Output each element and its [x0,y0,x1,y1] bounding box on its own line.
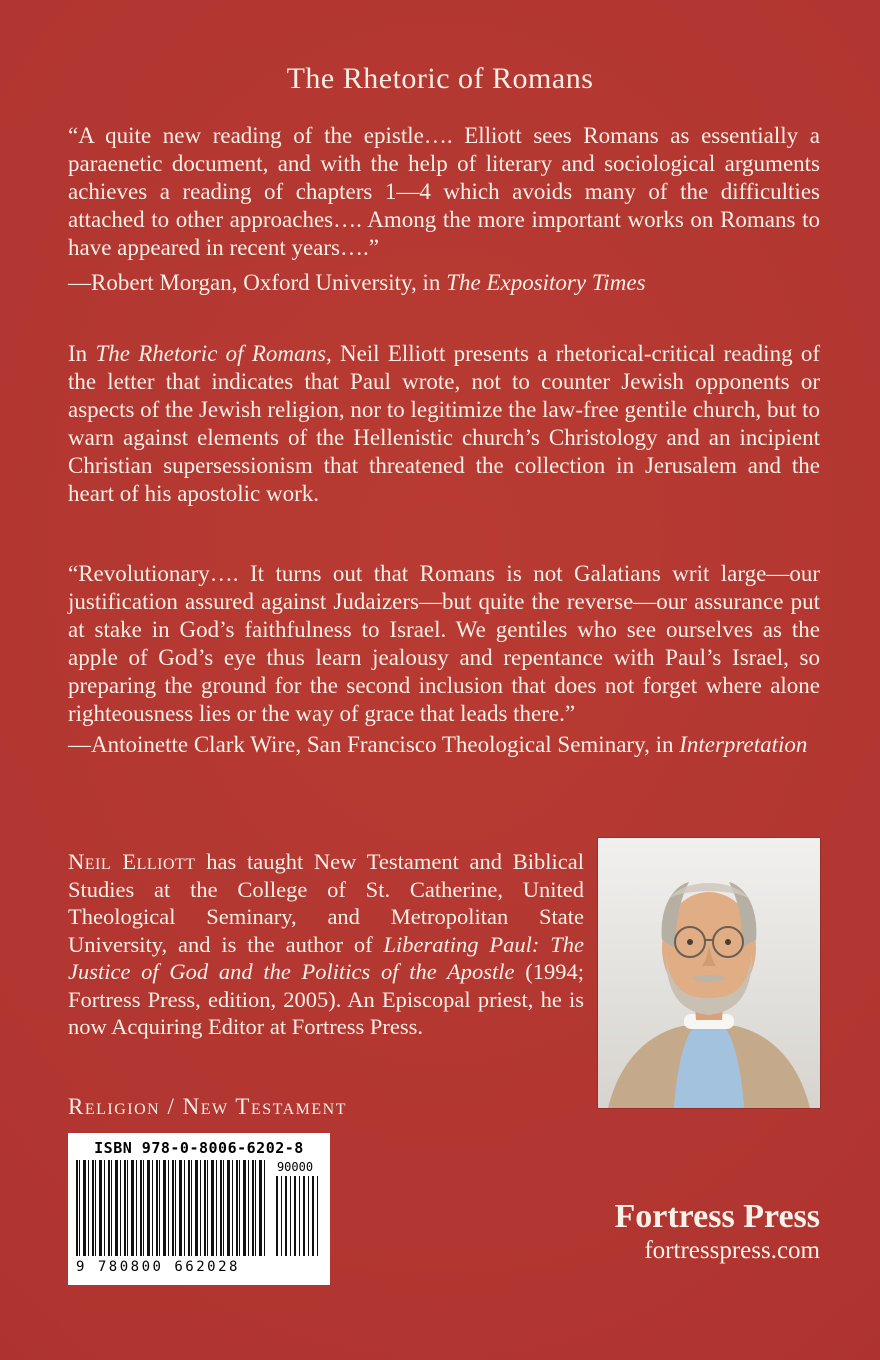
review-quote-wire [68,560,820,728]
barcode-main-bars [76,1160,268,1256]
review-attribution-morgan [68,270,820,296]
barcode-supplement-bars [276,1176,320,1256]
review-attribution-wire-text: —Antoinette Clark Wire, San Francisco Theological Seminary, in [68,732,680,757]
book-synopsis [68,340,820,508]
category-label: Religion / New Testament [68,1094,348,1119]
review-source-morgan: The Expository Times [446,270,646,295]
review-attribution-morgan-text: —Robert Morgan, Oxford University, in [68,270,447,295]
synopsis-book-title: The Rhetoric of Romans, [95,341,332,366]
barcode-supplement-group [268,1160,322,1256]
isbn-label: ISBN 978-0-8006-6202-8 [94,1139,304,1157]
author-bio-part2: (1994; Fortress Press, edition, 2005). An Episcopal priest, he is now Acquiring Editor at Fortress Press. [68,959,584,1039]
publisher-website: fortresspress.com [644,1237,820,1264]
author-portrait-illustration [598,838,820,1108]
review-quote-morgan-text: “A quite new reading of the epistle…. Elliott sees Romans as essentially a paraenetic document, and with the help of literary and sociological arguments achieves a reading of chapters 1—4 which avoids many of the difficulties attached to other approaches…. Among the more important works on Romans to have appeared in recent years….” [68,123,820,260]
author-photo [598,838,820,1108]
review-quote-morgan [68,122,820,262]
review-quote-wire-text: “Revolutionary…. It turns out that Romans is not Galatians writ large—our justification assured against Judaizers—but quite the reverse—our assurance put at stake in God’s faithfulness to Israel. We gentiles who see ourselves as the apple of God’s eye thus learn jealousy and repentance with Paul’s Israel, so preparing the ground for the second inclusion that does not forget where alone righteousness lies or the way of grace that leads there.” [68,561,820,726]
author-bio [68,848,584,1041]
author-name: Neil Elliott [68,849,196,874]
barcode-supplement-number: 90000 [276,1160,314,1174]
barcode-digits: 9 780800 662028 [76,1259,240,1275]
synopsis-lead: In [68,341,96,366]
publisher-block [614,1198,820,1266]
barcode-panel [68,1133,330,1285]
review-source-wire: Interpretation [679,732,808,757]
author-bio-book-title: Liberating Paul: The Justice of God and the Politics of the Apostle [68,931,585,984]
author-bio-part1: has taught New Testament and Biblical Studies at the College of St. Catherine, United Theological Seminary, and Metropolitan State University, and is the author of [68,849,584,957]
book-title: The Rhetoric of Romans [286,62,594,95]
publisher-name: Fortress Press [614,1198,820,1235]
synopsis-body: Neil Elliott presents a rhetorical-critical reading of the letter that indicates that Paul wrote, not to counter Jewish opponents or aspects of the Jewish religion, nor to legitimize the law-free gentile church, but to warn against elements of the Hellenistic church’s Christology and an incipient Christian supersessionism that threatened the collection in Jerusalem and the heart of his apostolic work. [68,341,821,506]
barcode-row [76,1160,322,1256]
review-attribution-wire [68,732,820,758]
